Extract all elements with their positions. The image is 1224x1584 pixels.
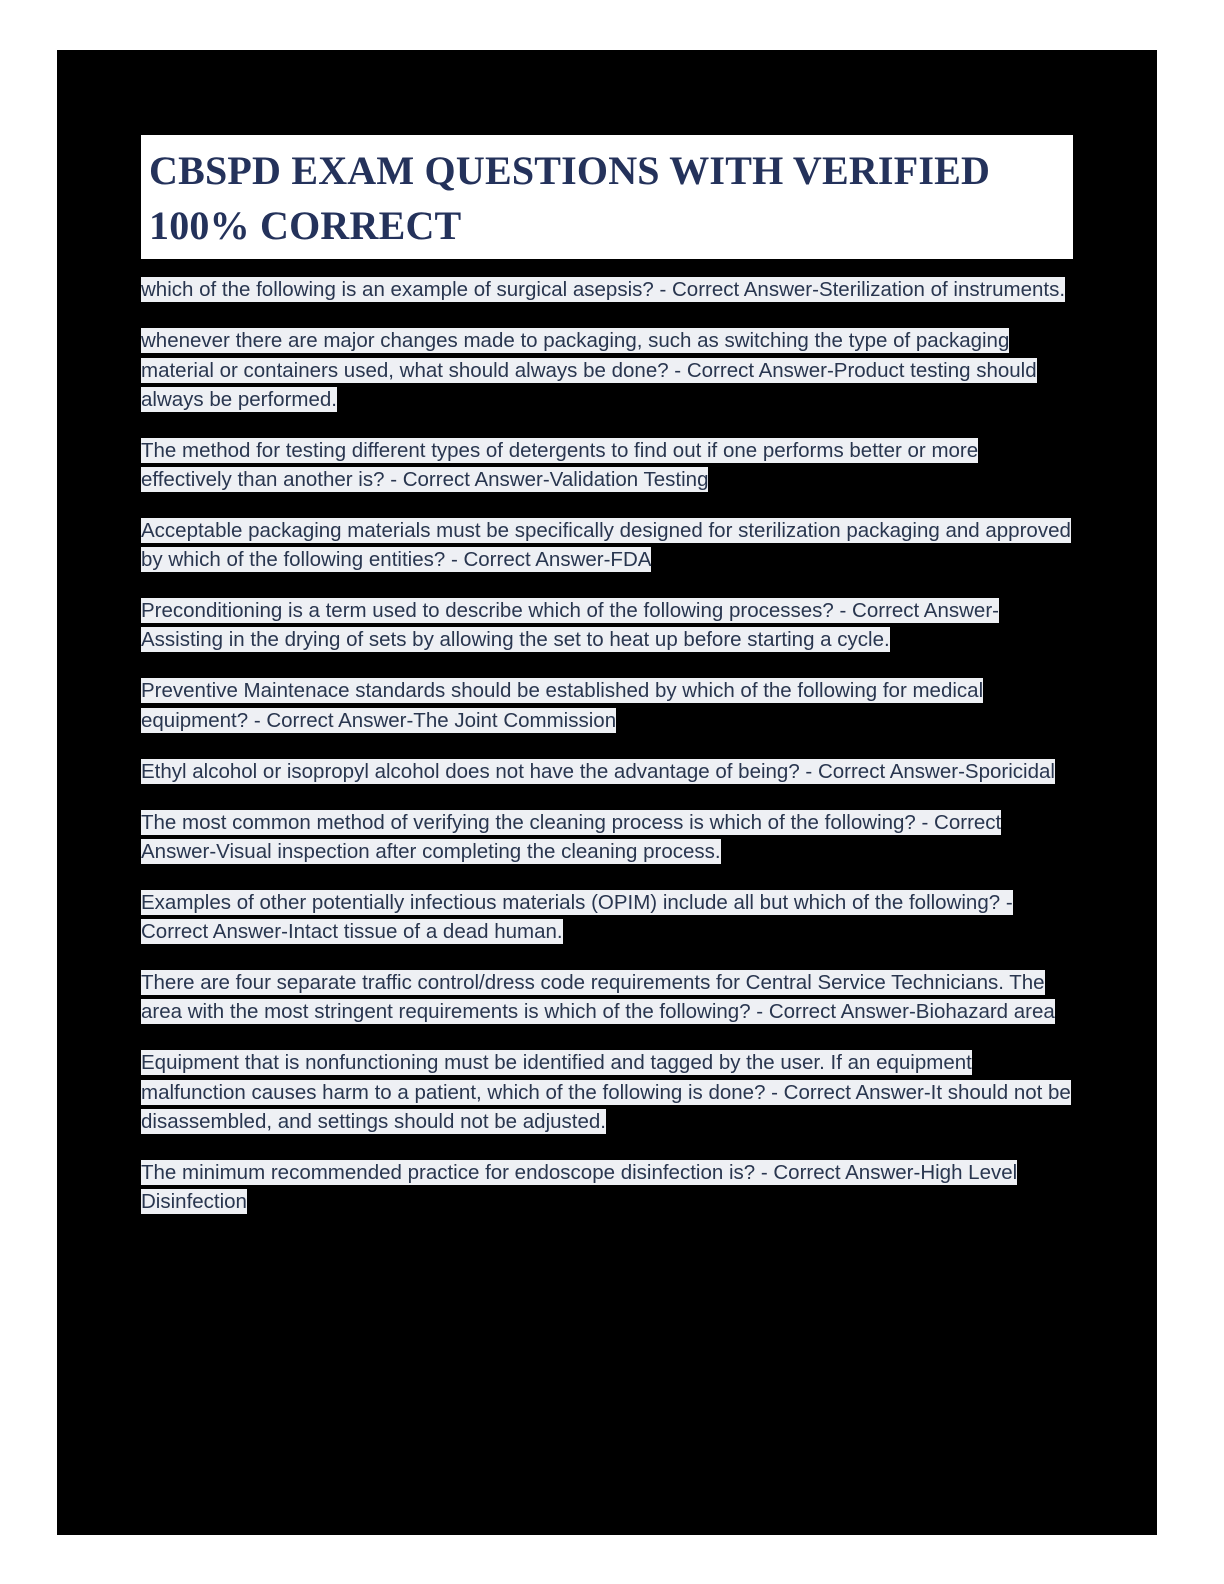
qa-item xyxy=(141,757,1073,786)
qa-item xyxy=(141,326,1073,413)
qa-item xyxy=(141,808,1073,866)
qa-item-text: Preconditioning is a term used to describe which of the following processes? - Correct Answer-Assisting in the drying of sets by allowing the set to heat up before starting a cycle. xyxy=(141,599,999,652)
qa-item xyxy=(141,596,1073,654)
qa-item-text: Preventive Maintenace standards should be established by which of the following for medical equipment? - Correct Answer-The Joint Commission xyxy=(141,679,984,732)
qa-item xyxy=(141,275,1073,304)
qa-item xyxy=(141,888,1073,946)
qa-item-text: The method for testing different types of detergents to find out if one performs better or more effectively than another is? - Correct Answer-Validation Testing xyxy=(141,438,979,491)
qa-item-text: Examples of other potentially infectious materials (OPIM) include all but which of the following? - Correct Answer-Intact tissue of a dead human. xyxy=(141,891,1013,944)
qa-item-text: There are four separate traffic control/dress code requirements for Central Service Technicians. The area with the most stringent requirements is which of the following? - Correct Answer-Biohazard area xyxy=(141,971,1055,1024)
qa-item xyxy=(141,516,1073,574)
document-page xyxy=(57,50,1157,1535)
qa-item-text: The most common method of verifying the cleaning process is which of the following? - Correct Answer-Visual inspection after completing the cleaning process. xyxy=(141,810,1002,863)
qa-item xyxy=(141,968,1073,1026)
qa-item-text: The minimum recommended practice for endoscope disinfection is? - Correct Answer-High Level Disinfection xyxy=(141,1160,1018,1213)
qa-item xyxy=(141,1158,1073,1216)
qa-item xyxy=(141,1048,1073,1135)
qa-item-text: Equipment that is nonfunctioning must be identified and tagged by the user. If an equipment malfunction causes harm to a patient, which of the following is done? - Correct Answer-It should not be disassembled, and settings should not be adjusted. xyxy=(141,1051,1071,1133)
qa-item xyxy=(141,676,1073,734)
document-content xyxy=(141,135,1073,1238)
qa-item xyxy=(141,436,1073,494)
qa-item-text: which of the following is an example of surgical asepsis? - Correct Answer-Sterilization of instruments. xyxy=(141,278,1066,302)
page-title: CBSPD EXAM QUESTIONS WITH VERIFIED 100% CORRECT xyxy=(141,135,1073,259)
qa-item-text: Ethyl alcohol or isopropyl alcohol does not have the advantage of being? - Correct Answer-Sporicidal xyxy=(141,759,1055,783)
qa-item-text: whenever there are major changes made to packaging, such as switching the type of packaging material or containers used, what should always be done? - Correct Answer-Product testing should always be performed. xyxy=(141,329,1037,411)
qa-item-text: Acceptable packaging materials must be specifically designed for sterilization packaging and approved by which of the following entities? - Correct Answer-FDA xyxy=(141,519,1071,572)
